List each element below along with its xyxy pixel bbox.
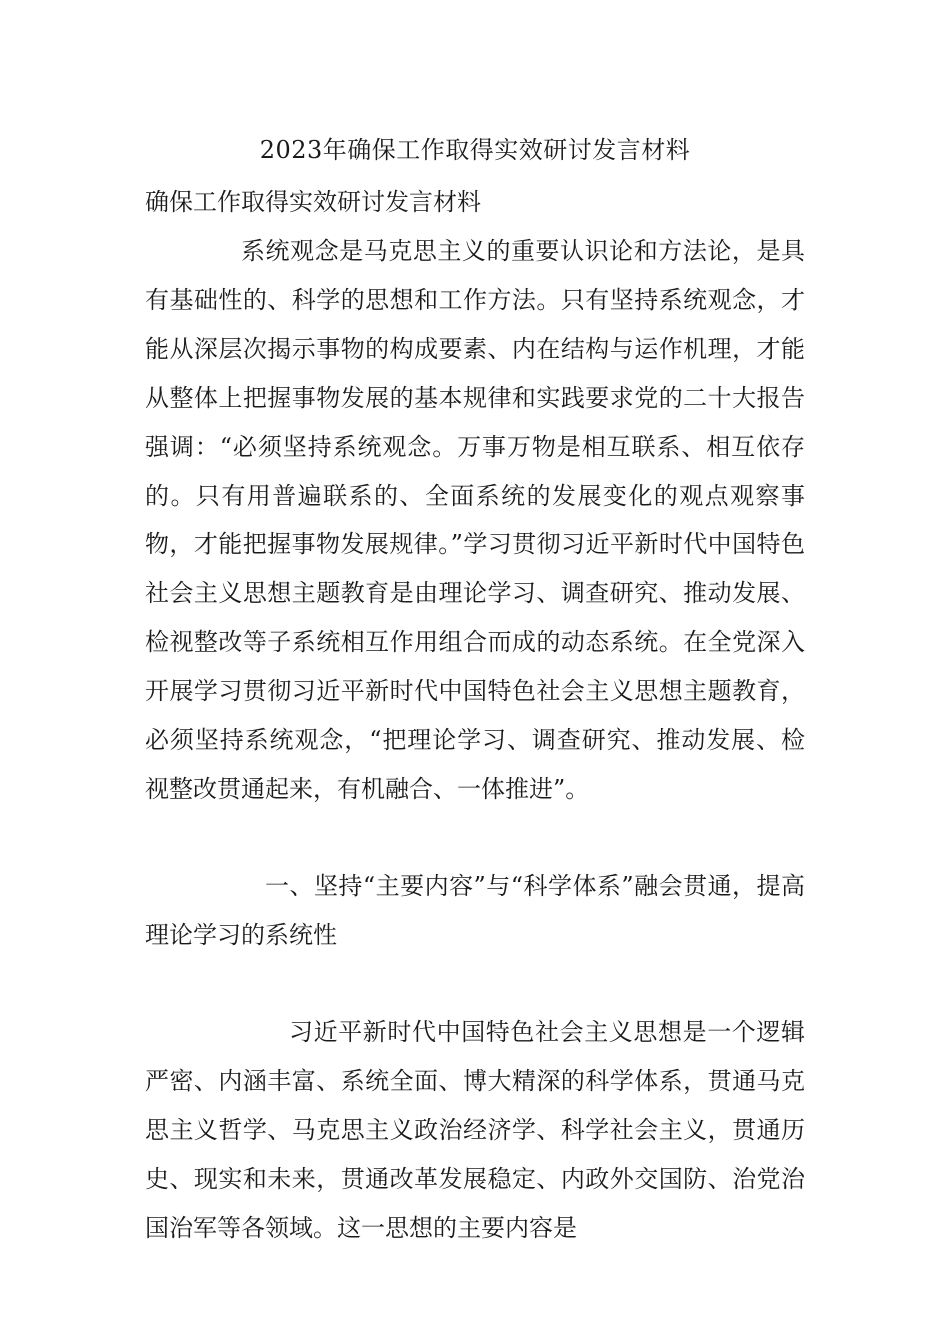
section-heading: 一、坚持“主要内容”与“科学体系”融会贯通，提高理论学习的系统性 (145, 872, 805, 949)
body-paragraph: 系统观念是马克思主义的重要认识论和方法论，是具有基础性的、科学的思想和工作方法。只有坚持系统观念，才能从深层次揭示事物的构成要素、内在结构与运作机理，才能从整体上把握事物发展的基本规律和实践要求党的二十大报告强调：“必须坚持系统观念。万事万物是相互联系、相互依存的。只有用普遍联系的、全面系统的发展变化的观点观察事物，才能把握事物发展规律。”学习贯彻习近平新时代中国特色社会主义思想主题教育是由理论学习、调查研究、推动发展、检视整改等子系统相互作用组合而成的动态系统。在全党深入开展学习贯彻习近平新时代中国特色社会主义思想主题教育，必须坚持系统观念，“把理论学习、调查研究、推动发展、检视整改贯通起来，有机融合、一体推进”。 (145, 237, 805, 803)
document-title: 2023年确保工作取得实效研讨发言材料 (259, 136, 691, 164)
body-paragraph: 习近平新时代中国特色社会主义思想是一个逻辑严密、内涵丰富、系统全面、博大精深的科学体系，贯通马克思主义哲学、马克思主义政治经济学、科学社会主义，贯通历史、现实和未来，贯通改革发展稳定、内政外交国防、治党治国治军等各领域。这一思想的主要内容是 (145, 1018, 805, 1242)
document-subtitle: 确保工作取得实效研讨发言材料 (145, 188, 481, 216)
